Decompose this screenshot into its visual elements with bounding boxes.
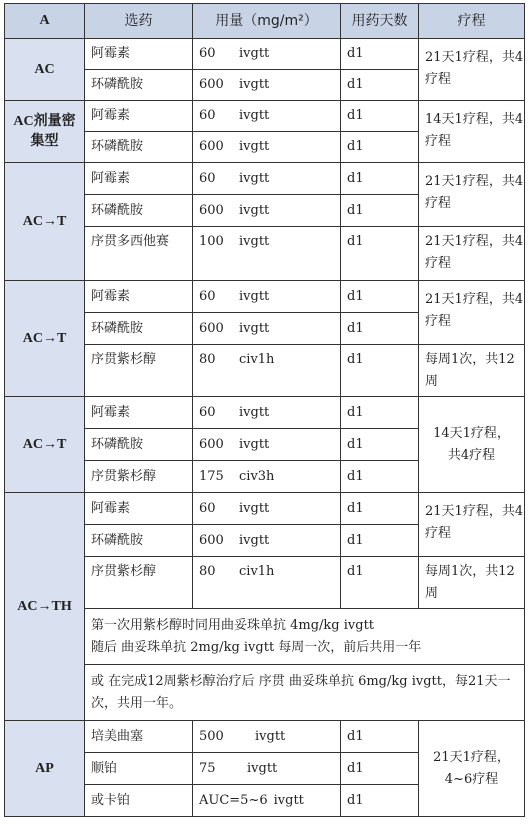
drug-cell: 阿霉素: [85, 281, 193, 313]
table-row: [5, 493, 525, 525]
course-cell: 21天1疗程，共4疗程: [419, 227, 525, 281]
route: ivgtt: [239, 288, 270, 304]
dose-cell: [193, 132, 341, 163]
course-cell: 21天1疗程，共4疗程: [419, 281, 525, 345]
route: ivgtt: [239, 404, 270, 420]
course-cell: 14天1疗程，共4疗程: [419, 101, 525, 163]
drug-cell: 序贯紫杉醇: [85, 345, 193, 397]
drug-cell: 环磷酰胺: [85, 313, 193, 345]
dose-cell: [193, 70, 341, 101]
drug-cell: 环磷酰胺: [85, 525, 193, 557]
route: civ1h: [239, 352, 275, 367]
note-cell: 或 在完成12周紫杉醇治疗后 序贯 曲妥珠单抗 6mg/kg ivgtt，每21天一次，共用一年。: [85, 665, 525, 721]
days-cell: d1: [341, 557, 419, 609]
drug-cell: 环磷酰胺: [85, 70, 193, 101]
dose-value: 80: [199, 564, 216, 579]
drug-cell: 或卡铂: [85, 785, 193, 817]
drug-cell: 序贯多西他赛: [85, 227, 193, 281]
drug-cell: 阿霉素: [85, 493, 193, 525]
route: ivgtt: [239, 202, 270, 218]
drug-cell: 环磷酰胺: [85, 429, 193, 461]
drug-cell: 序贯紫杉醇: [85, 461, 193, 493]
table-row: [5, 397, 525, 429]
dose-cell: [193, 313, 341, 345]
course-cell: 21天1疗程，共4疗程: [419, 493, 525, 557]
days-cell: d1: [341, 313, 419, 345]
drug-cell: 培美曲塞: [85, 721, 193, 753]
days-cell: d1: [341, 429, 419, 461]
drug-cell: 阿霉素: [85, 163, 193, 195]
dose-value: 600: [199, 202, 224, 218]
group-name: AC→T: [5, 163, 85, 281]
group-name: AC: [5, 39, 85, 101]
dose-cell: [193, 557, 341, 609]
dose-cell: [193, 785, 341, 817]
dose-cell: [193, 753, 341, 785]
note-cell: [85, 609, 525, 665]
route: ivgtt: [239, 170, 270, 186]
drug-cell: 阿霉素: [85, 39, 193, 70]
route: ivgtt: [239, 500, 270, 516]
dose-value: 600: [199, 139, 224, 154]
drug-cell: 环磷酰胺: [85, 195, 193, 227]
days-cell: d1: [341, 721, 419, 753]
dose-cell: [193, 525, 341, 557]
route: ivgtt: [273, 792, 304, 808]
dose-cell: [193, 461, 341, 493]
dose-cell: [193, 345, 341, 397]
dose-value: 600: [199, 77, 224, 92]
days-cell: d1: [341, 525, 419, 557]
route: ivgtt: [239, 108, 270, 123]
course-cell: 21天1疗程，共4疗程: [419, 39, 525, 101]
header-course: 疗程: [419, 4, 525, 39]
days-cell: d1: [341, 39, 419, 70]
course-cell: 每周1次，共12周: [419, 345, 525, 397]
note-line: 随后 曲妥珠单抗 2mg/kg ivgtt 每周一次，前后共用一年: [91, 639, 422, 655]
route: ivgtt: [239, 46, 270, 61]
days-cell: d1: [341, 785, 419, 817]
dose-value: 175: [199, 468, 224, 484]
route: ivgtt: [239, 436, 270, 452]
route: ivgtt: [239, 532, 270, 548]
table-row: [5, 101, 525, 132]
drug-cell: 顺铂: [85, 753, 193, 785]
dose-cell: [193, 195, 341, 227]
table-row: [5, 163, 525, 195]
course-text: 21天1疗程，4~6疗程: [433, 749, 510, 787]
dose-value: 60: [199, 404, 216, 420]
days-cell: d1: [341, 753, 419, 785]
days-cell: d1: [341, 397, 419, 429]
header-group: A: [5, 4, 85, 39]
dose-cell: [193, 429, 341, 461]
note-line: 第一次用紫杉醇时同用曲妥珠单抗 4mg/kg ivgtt: [91, 617, 375, 633]
table-row: [5, 721, 525, 753]
dose-value: 60: [199, 46, 216, 61]
dose-value: 60: [199, 108, 216, 123]
route: ivgtt: [239, 234, 270, 249]
regimen-table: [4, 3, 525, 817]
header-days: 用药天数: [341, 4, 419, 39]
group-name: AC剂量密集型: [5, 101, 85, 163]
route: civ1h: [239, 564, 275, 579]
dose-value: 600: [199, 436, 224, 452]
dose-value: 500: [199, 728, 224, 744]
dose-cell: [193, 163, 341, 195]
days-cell: d1: [341, 493, 419, 525]
dose-value: 60: [199, 500, 216, 516]
drug-cell: 阿霉素: [85, 101, 193, 132]
dose-value: 600: [199, 532, 224, 548]
route: ivgtt: [239, 320, 270, 336]
course-cell: 每周1次，共12周: [419, 557, 525, 609]
route: ivgtt: [247, 760, 278, 776]
dose-cell: [193, 39, 341, 70]
group-name: AP: [5, 721, 85, 817]
dose-value: 80: [199, 352, 216, 367]
dose-cell: [193, 721, 341, 753]
dose-cell: [193, 101, 341, 132]
dose-value: 600: [199, 320, 224, 336]
route: civ3h: [239, 468, 275, 484]
days-cell: d1: [341, 132, 419, 163]
dose-value: 100: [199, 234, 224, 249]
course-text: 14天1疗程，共4疗程: [433, 425, 510, 463]
header-dose: 用量（mg/m²）: [193, 4, 341, 39]
days-cell: d1: [341, 281, 419, 313]
dose-value: AUC=5~6: [199, 792, 268, 808]
days-cell: d1: [341, 195, 419, 227]
route: ivgtt: [239, 77, 270, 92]
group-name: AC→T: [5, 397, 85, 493]
days-cell: d1: [341, 101, 419, 132]
dose-cell: [193, 397, 341, 429]
dose-value: 60: [199, 170, 216, 186]
route: ivgtt: [239, 139, 270, 154]
days-cell: d1: [341, 70, 419, 101]
course-cell: 21天1疗程，共4疗程: [419, 163, 525, 227]
header-row: [5, 4, 525, 39]
days-cell: d1: [341, 345, 419, 397]
days-cell: d1: [341, 163, 419, 195]
dose-cell: [193, 227, 341, 281]
course-cell: [419, 397, 525, 493]
dose-value: 75: [199, 760, 216, 776]
dose-value: 60: [199, 288, 216, 304]
dose-cell: [193, 493, 341, 525]
table-row: [5, 281, 525, 313]
drug-cell: 阿霉素: [85, 397, 193, 429]
header-drug: 选药: [85, 4, 193, 39]
route: ivgtt: [255, 728, 286, 744]
days-cell: d1: [341, 227, 419, 281]
dose-cell: [193, 281, 341, 313]
table-row: [5, 39, 525, 70]
group-name: AC→TH: [5, 493, 85, 721]
drug-cell: 环磷酰胺: [85, 132, 193, 163]
drug-cell: 序贯紫杉醇: [85, 557, 193, 609]
course-cell: [419, 721, 525, 817]
days-cell: d1: [341, 461, 419, 493]
group-name: AC→T: [5, 281, 85, 397]
